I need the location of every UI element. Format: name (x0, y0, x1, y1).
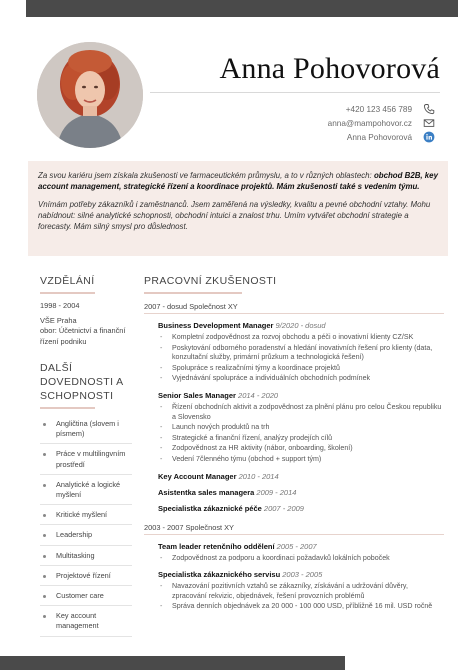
list-item: - Navazování pozitivních vztahů se zákazníky, získávání a udržování důvěry, zpracování rekvizic, objednávek, řešení provozních problémů (160, 582, 444, 601)
education-school: VŠE Praha (40, 315, 77, 325)
experience-heading: PRACOVNÍ ZKUŠENOSTI (144, 275, 277, 287)
candidate-name: Anna Pohovorová (219, 52, 440, 85)
email-icon (423, 117, 435, 129)
top-decorative-bar (26, 0, 458, 17)
skills-heading: DALŠÍ DOVEDNOSTI A SCHOPNOSTI (40, 362, 123, 402)
list-item: - Vedení 7členného týmu (obchod + support tým) (160, 455, 444, 465)
job-title: Senior Sales Manager 2014 - 2020 (158, 390, 279, 400)
education-field: obor: Účetnictví a finanční řízení podniku (40, 326, 126, 346)
list-item: - Vyjednávání spolupráce a individuálních obchodních podmínek (160, 374, 444, 384)
job-dates: 2003 - 2005 (282, 570, 323, 580)
linkedin-link[interactable]: Anna Pohovorová (346, 133, 412, 142)
experience-underline (144, 292, 242, 294)
job-title: Team leader retenčního oddělení 2005 - 2007 (158, 541, 317, 551)
bottom-decorative-bar (0, 656, 345, 670)
job-dates: 2007 - 2009 (263, 503, 304, 513)
list-item: - Správa denních objednávek za 20 000 - 100 000 USD, příbližně 16 mil. USD ročně (160, 602, 444, 612)
list-item: - Poskytování odborného poradenství a hledání inovativních řešení pro klienty (data, konzultační služby, primární průzkum a technologická řešení) (160, 344, 444, 363)
skills-list (40, 419, 132, 637)
employment-period-2: 2003 - 2007 Společnost XY (144, 523, 444, 535)
summary-highlight: obchod B2B, key account management, strategické řízení a koordinace projektů. Mám zkušenosti také s vedením týmu. (38, 171, 438, 192)
job-title: Business Development Manager 9/2020 - dosud (158, 321, 326, 330)
list-item: - Zodpovědnost za HR aktivity (nábor, onboarding, školení) (160, 444, 444, 454)
list-item: - Řízení obchodních aktivit a zodpovědnost za plnění plánu pro celou Českou republiku a Slovensko (160, 403, 444, 422)
duties-list (160, 554, 444, 564)
duties-list (160, 582, 444, 612)
list-item: - Zodpovědnost za podporu a koordinaci požadavků lokálních poboček (160, 554, 444, 564)
name-divider (150, 92, 440, 93)
list-item: Analytické a logické myšlení (40, 480, 132, 505)
job-dates: 2005 - 2007 (276, 541, 317, 551)
summary-paragraph-2: Vnímám potřeby zákazníků i zaměstnanců. Jsem zaměřená na výsledky, kvalitu a pevné obchodní vztahy. Mohu nabídnout: silné analytické schopnosti, obchodní intuici a znalost trhu. Umím vytvářet obchodní strategie a forecasty. Mám silný smysl pro důslednost. (38, 199, 431, 232)
list-item: - Spolupráce s realizačními týmy a koordinace projektů (160, 364, 444, 374)
list-item: - Kompletní zodpovědnost za rozvoj obchodu a péči o inovativní klienty CZ/SK (160, 333, 444, 343)
left-column (40, 274, 132, 642)
phone-number[interactable]: +420 123 456 789 (345, 105, 412, 114)
linkedin-icon (423, 131, 435, 143)
education-block (40, 301, 132, 347)
education-heading: VZDĚLÁNÍ (40, 275, 95, 287)
duties-list (160, 403, 444, 465)
education-years: 1998 - 2004 (40, 301, 80, 310)
summary-paragraph-1: Za svou kariéru jsem získala zkušenosti ve farmaceutickém průmyslu, a to v různých oblastech: obchod B2B, key account management, strategické řízení a koordinace projektů. Mám zkušenosti také s vedením týmu. (38, 171, 438, 192)
phone-icon (423, 103, 435, 115)
list-item: Key account management (40, 611, 132, 636)
job-dates: 9/2020 - dosud (275, 321, 326, 330)
education-underline (40, 292, 95, 294)
profile-photo (37, 42, 143, 148)
list-item: Multitasking (40, 551, 132, 566)
list-item: - Launch nových produktů na trh (160, 423, 444, 433)
list-item: Angličtina (slovem i písmem) (40, 419, 132, 444)
job-title: Asistentka sales managera 2009 - 2014 (158, 487, 297, 497)
list-item: - Strategické a finanční řízení, analýzy prodejích cílů (160, 434, 444, 444)
job-dates: 2014 - 2020 (238, 390, 279, 400)
job-title: Key Account Manager 2010 - 2014 (158, 471, 279, 481)
job-title: Specialistka zákaznické péče 2007 - 2009 (158, 503, 304, 513)
right-column (144, 274, 444, 613)
profile-summary (28, 161, 448, 256)
duties-list (160, 333, 444, 384)
job-dates: 2009 - 2014 (256, 487, 297, 497)
job-title: Specialistka zákaznického servisu 2003 - 2005 (158, 570, 323, 580)
list-item: Leadership (40, 530, 132, 545)
list-item: Kritické myšlení (40, 510, 132, 525)
list-item: Práce v multilingvním prostředí (40, 449, 132, 474)
email-address[interactable]: anna@mampohovor.cz (327, 119, 412, 128)
skills-underline (40, 407, 95, 409)
list-item: Customer care (40, 591, 132, 606)
employment-period-1: 2007 - dosud Společnost XY (144, 302, 444, 314)
list-item: Projektové řízení (40, 571, 132, 586)
job-dates: 2010 - 2014 (238, 471, 279, 481)
portrait-image (37, 42, 143, 148)
